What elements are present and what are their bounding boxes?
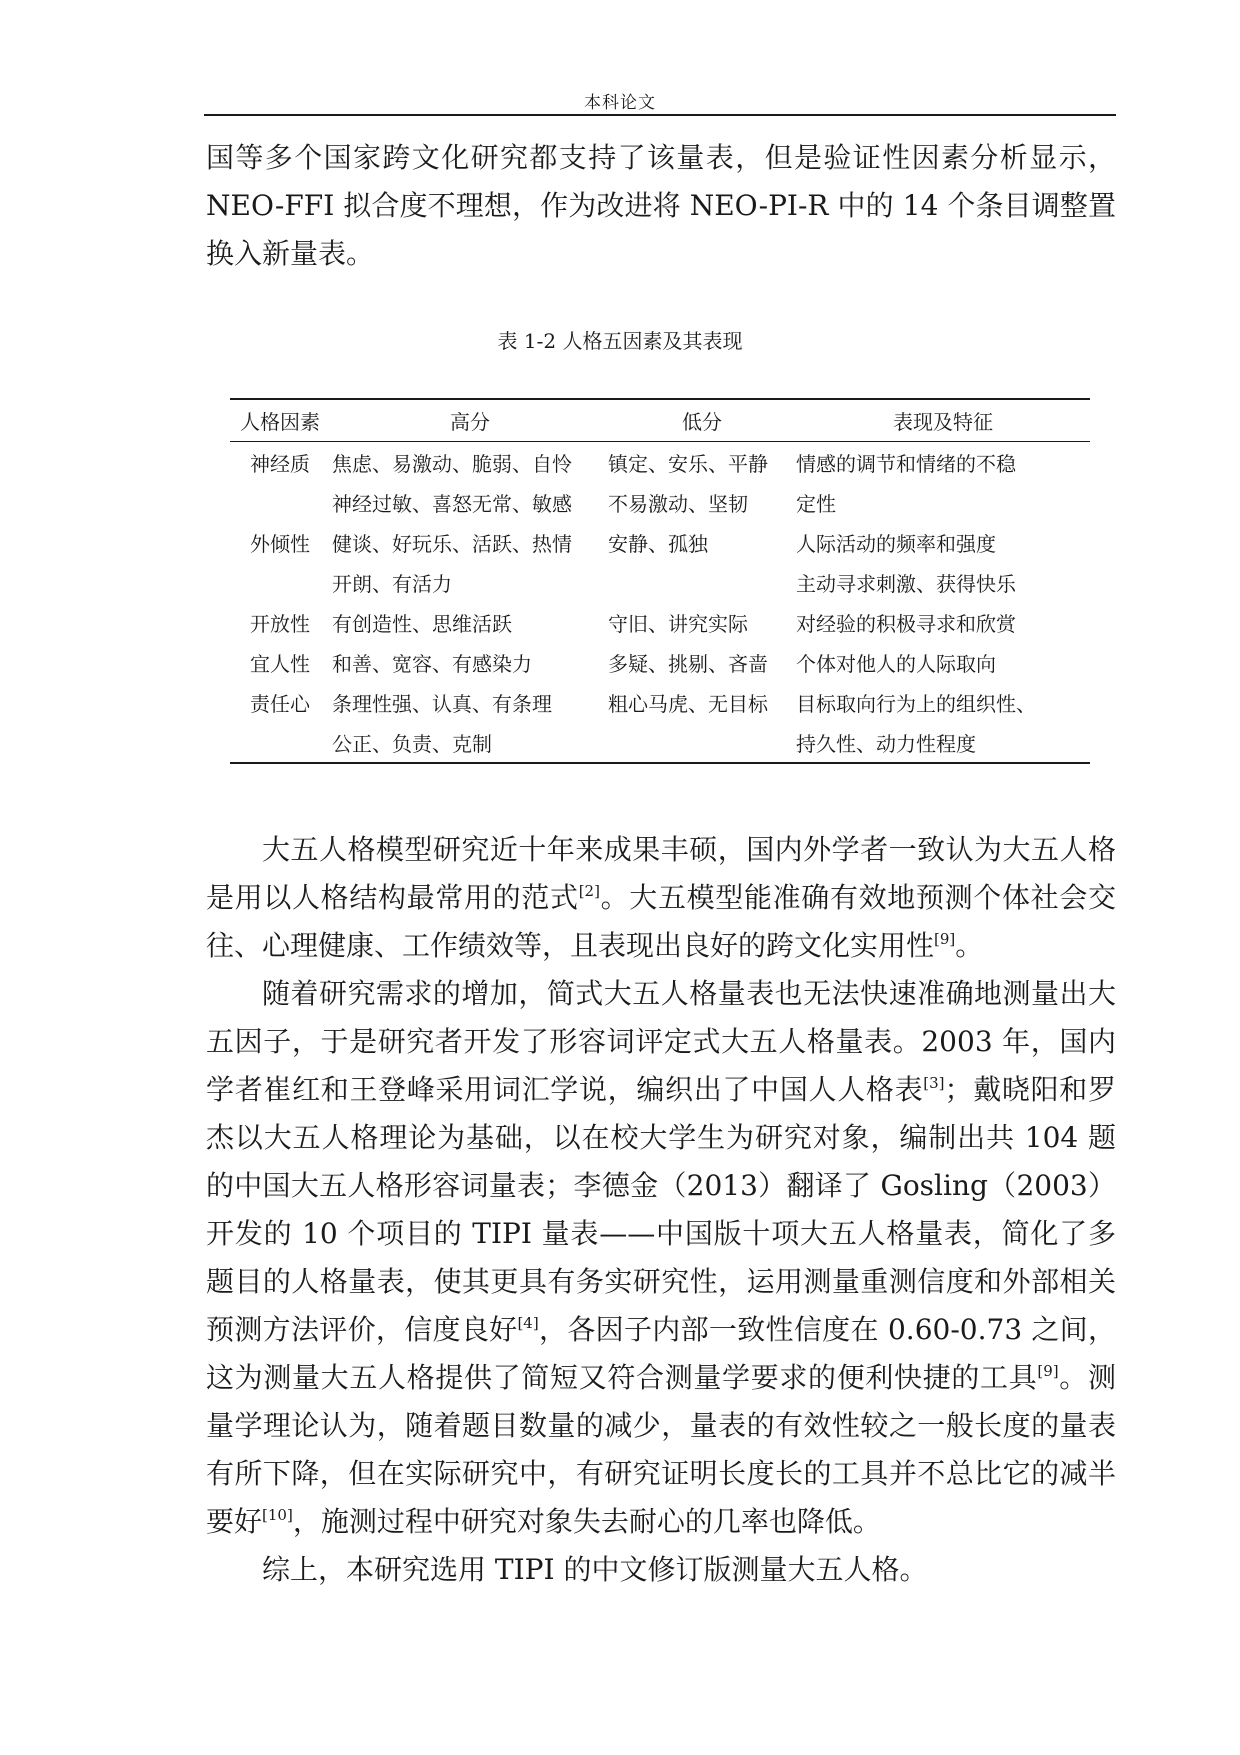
table-row	[230, 482, 1090, 522]
cell-high: 公正、负责、克制	[332, 731, 492, 756]
cell-factor: 责任心	[250, 691, 310, 716]
cell-traits: 个体对他人的人际取向	[796, 651, 996, 676]
personality-table	[230, 398, 1090, 764]
table-row	[230, 642, 1090, 682]
cell-high: 神经过敏、喜怒无常、敏感	[332, 491, 572, 516]
table-row	[230, 722, 1090, 763]
intro-paragraph	[206, 134, 1116, 278]
running-header: 本科论文	[584, 93, 656, 113]
p2-text-5: ，施测过程中研究对象失去耐心的几率也降低。	[292, 1505, 881, 1538]
header-factor: 人格因素	[240, 410, 320, 434]
cell-factor: 外倾性	[250, 531, 310, 556]
cell-low: 守旧、讲究实际	[608, 611, 748, 636]
citation-ref: [2]	[578, 882, 600, 900]
cell-factor: 开放性	[250, 611, 310, 636]
cell-high: 健谈、好玩乐、活跃、热情	[332, 531, 572, 556]
cell-low: 不易激动、坚韧	[608, 491, 748, 516]
header-high-score: 高分	[450, 410, 490, 434]
cell-factor: 宜人性	[250, 651, 310, 676]
header-low-score: 低分	[682, 410, 722, 434]
header-rule	[204, 114, 1116, 116]
intro-text: 国等多个国家跨文化研究都支持了该量表，但是验证性因素分析显示，NEO-FFI 拟合度不理想，作为改进将 NEO-PI-R 中的 14 个条目调整置换入新量表。	[206, 141, 1116, 270]
cell-low: 多疑、挑剔、吝啬	[608, 651, 768, 676]
body-paragraph-3	[206, 1546, 1116, 1594]
table-row	[230, 602, 1090, 642]
cell-traits: 人际活动的频率和强度	[796, 531, 996, 556]
citation-ref: [10]	[262, 1506, 293, 1524]
body-paragraph-2	[206, 970, 1116, 1546]
cell-traits: 对经验的积极寻求和欣赏	[796, 611, 1016, 636]
cell-high: 开朗、有活力	[332, 571, 452, 596]
cell-low: 粗心马虎、无目标	[608, 691, 768, 716]
table-row	[230, 562, 1090, 602]
table-caption: 表 1-2 人格五因素及其表现	[497, 329, 743, 353]
p2-text-3: ，各因子内部一致性信度在 0.60-0.73 之间，这为测量大五人格提供了简短又符合测量学要求的便利快捷的工具	[206, 1313, 1116, 1394]
cell-factor: 神经质	[250, 451, 310, 476]
cell-high: 焦虑、易激动、脆弱、自怜	[332, 451, 572, 476]
p2-text-2: ；戴晓阳和罗杰以大五人格理论为基础，以在校大学生为研究对象，编制出共 104 题的中国大五人格形容词量表；李德金（2013）翻译了 Gosling（2003）开发的 10 个项目的 TIPI 量表——中国版十项大五人格量表，简化了多题目的人格量表，使其更具有务实研究性，运用测量重测信度和外部相关预测方法评价，信度良好	[206, 1073, 1116, 1346]
cell-low: 镇定、安乐、平静	[608, 451, 768, 476]
citation-ref: [9]	[1037, 1362, 1059, 1380]
cell-high: 条理性强、认真、有条理	[332, 691, 552, 716]
cell-traits: 定性	[796, 491, 836, 516]
cell-factor	[230, 562, 330, 602]
table-row	[230, 682, 1090, 722]
body-paragraph-1	[206, 826, 1116, 970]
p1-text-3: 。	[955, 929, 984, 962]
cell-factor	[230, 482, 330, 522]
header-traits: 表现及特征	[893, 410, 993, 434]
cell-high: 和善、宽容、有感染力	[332, 651, 532, 676]
citation-ref: [9]	[934, 930, 956, 948]
cell-low: 安静、孤独	[608, 531, 708, 556]
p1-text-1: 大五人格模型研究近十年来成果丰硕，国内外学者一致认为大五人格是用以人格结构最常用的范式	[206, 833, 1116, 914]
citation-ref: [3]	[923, 1074, 945, 1092]
p2-text-1: 随着研究需求的增加，简式大五人格量表也无法快速准确地测量出大五因子，于是研究者开发了形容词评定式大五人格量表。2003 年，国内学者崔红和王登峰采用词汇学说，编织出了中国人人格表	[206, 977, 1116, 1106]
cell-high: 有创造性、思维活跃	[332, 611, 512, 636]
p1-text-2: 。大五模型能准确有效地预测个体社会交往、心理健康、工作绩效等，且表现出良好的跨文化实用性	[206, 881, 1116, 962]
cell-low	[608, 562, 796, 602]
cell-traits: 目标取向行为上的组织性、	[796, 691, 1036, 716]
citation-ref: [4]	[517, 1314, 539, 1332]
cell-traits: 情感的调节和情绪的不稳	[796, 451, 1016, 476]
table-header-row	[230, 399, 1090, 442]
cell-factor	[230, 722, 330, 763]
p2-text-4: 。测量学理论认为，随着题目数量的减少，量表的有效性较之一般长度的量表有所下降，但在实际研究中，有研究证明长度长的工具并不总比它的减半要好	[206, 1361, 1116, 1538]
table-row	[230, 522, 1090, 562]
cell-traits: 持久性、动力性程度	[796, 731, 976, 756]
p3-text: 综上，本研究选用 TIPI 的中文修订版测量大五人格。	[262, 1553, 928, 1586]
cell-traits: 主动寻求刺激、获得快乐	[796, 571, 1016, 596]
cell-low	[608, 722, 796, 763]
table-row	[230, 442, 1090, 483]
